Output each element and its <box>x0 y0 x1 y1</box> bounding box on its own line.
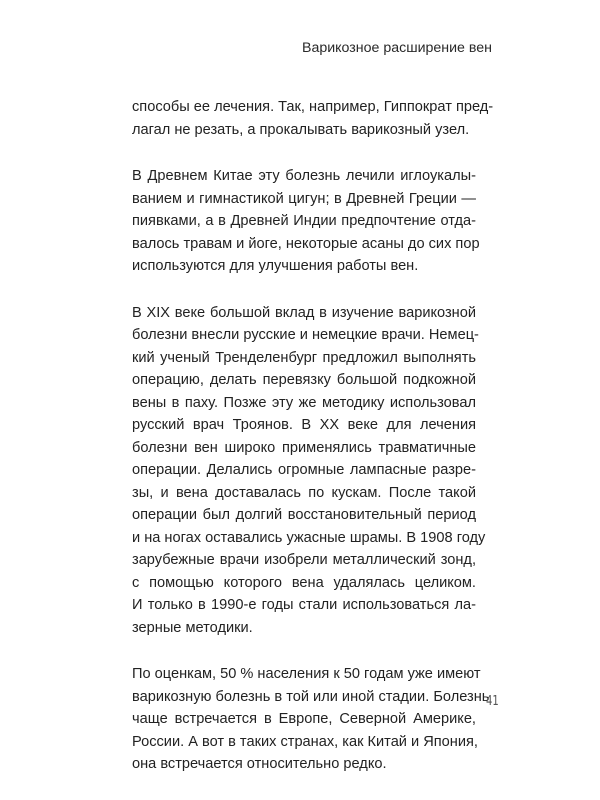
text-line: И только в 1990-е годы стали использоваться ла- <box>132 597 476 613</box>
text-line: валось травам и йоге, некоторые асаны до сих пор <box>132 235 480 252</box>
text-line: используются для улучшения работы вен. <box>132 258 419 274</box>
paragraph-1 <box>132 96 494 141</box>
text-line: с помощью которого вена удалялась целиком. <box>132 574 476 591</box>
text-line: зы, и вена доставалась по кускам. После такой <box>132 484 476 501</box>
text-line: операции был долгий восстановительный период <box>132 507 476 523</box>
text-line: В Древнем Китае эту болезнь лечили иглоукалы- <box>132 168 476 184</box>
text-line: России. А вот в таких странах, как Китай и Япония, <box>132 733 478 750</box>
text-line: вены в паху. Позже эту же методику использовал <box>132 394 476 411</box>
text-line: способы ее лечения. Так, например, Гиппократ пред- <box>132 99 494 115</box>
text-line: В XIX веке большой вклад в изучение варикозной <box>132 304 476 321</box>
text-line: чаще встречается в Европе, Северной Америке, <box>132 711 476 727</box>
text-line: болезни внесли русские и немецкие врачи. Немец- <box>132 327 479 343</box>
text-line: лагал не резать, а прокалывать варикозный узел. <box>132 121 470 138</box>
text-line: ванием и гимнастикой цигун; в Древней Греции — <box>132 190 476 207</box>
text-line: операцию, делать перевязку большой подкожной <box>132 372 476 388</box>
running-header: Варикозное расширение вен <box>302 40 492 56</box>
paragraph-2 <box>132 165 480 278</box>
text-line: болезни вен широко применялись травматичные <box>132 439 476 456</box>
text-line: она встречается относительно редко. <box>132 756 387 772</box>
text-line: зарубежные врачи изобрели металлический зонд, <box>132 552 476 568</box>
paragraph-4 <box>132 663 490 776</box>
text-line: пиявками, а в Древней Индии предпочтение отда- <box>132 213 476 229</box>
text-line: зерные методики. <box>132 619 253 636</box>
text-line: операции. Делались огромные лампасные разре- <box>132 462 476 478</box>
text-line: и на ногах оставались ужасные шрамы. В 1908 году <box>132 529 486 546</box>
paragraph-3 <box>132 302 486 640</box>
text-line: русский врач Троянов. В XX веке для лечения <box>132 417 476 433</box>
text-line: варикозную болезнь в той или иной стадии. Болезнь <box>132 688 490 705</box>
page-number: 41 <box>486 694 499 709</box>
text-line: кий ученый Тренделенбург предложил выполнять <box>132 349 476 366</box>
text-line: По оценкам, 50 % населения к 50 годам уже имеют <box>132 666 481 682</box>
